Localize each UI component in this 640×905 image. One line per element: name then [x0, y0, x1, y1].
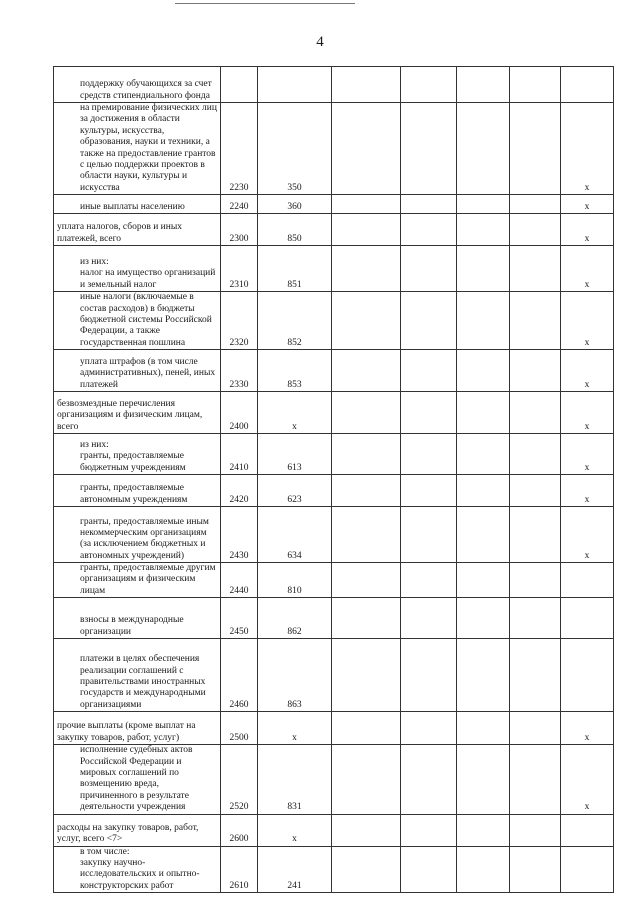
row-value-cell [332, 745, 401, 814]
table-row [54, 846, 614, 893]
row-value-cell [510, 745, 561, 814]
row-code-cell: 2450 [221, 598, 258, 639]
row-mark-cell: x [561, 195, 614, 214]
row-value-cell [457, 475, 510, 507]
row-code-cell: 2230 [221, 103, 258, 195]
row-value-cell [457, 598, 510, 639]
row-value-cell [332, 350, 401, 392]
row-value-cell [510, 507, 561, 563]
row-code-cell: 2410 [221, 434, 258, 475]
row-code-cell: 2500 [221, 712, 258, 745]
row-value-cell [510, 195, 561, 214]
row-value-cell [401, 350, 457, 392]
table-row [54, 103, 614, 195]
row-mark-cell: x [561, 292, 614, 350]
row-code-cell: 2440 [221, 563, 258, 598]
row-value-cell [401, 195, 457, 214]
row-code-cell: 2460 [221, 639, 258, 712]
table-row [54, 639, 614, 712]
row-value-cell [401, 507, 457, 563]
row-value-cell [332, 563, 401, 598]
row-mark-cell [561, 639, 614, 712]
row-value-cell [332, 67, 401, 103]
row-code-cell: 2330 [221, 350, 258, 392]
row-mark-cell: x [561, 103, 614, 195]
row-code-cell: 2420 [221, 475, 258, 507]
table-row [54, 598, 614, 639]
row-value-cell [401, 392, 457, 434]
row-value-cell [401, 434, 457, 475]
row-name-cell: иные налоги (включаемые в состав расходов) в бюджеты бюджетной системы Российской Федерации, а также государственная пошлина [54, 292, 221, 350]
row-kbk-cell: 831 [258, 745, 332, 814]
row-value-cell [510, 67, 561, 103]
row-value-cell [510, 639, 561, 712]
row-value-cell [401, 67, 457, 103]
row-value-cell [457, 350, 510, 392]
row-kbk-cell: 863 [258, 639, 332, 712]
row-name-cell: уплата налогов, сборов и иных платежей, всего [54, 214, 221, 246]
row-value-cell [457, 846, 510, 893]
table-row [54, 350, 614, 392]
row-mark-cell: x [561, 434, 614, 475]
row-value-cell [510, 846, 561, 893]
table-row [54, 246, 614, 292]
row-value-cell [457, 392, 510, 434]
row-kbk-cell: 360 [258, 195, 332, 214]
row-kbk-cell: 810 [258, 563, 332, 598]
row-value-cell [510, 814, 561, 846]
row-name-cell: на премирование физических лиц за достижения в области культуры, искусства, образования, науки и техники, а также на предоставление грантов с целью поддержки проектов в области науки, культуры и искусства [54, 103, 221, 195]
row-code-cell: 2520 [221, 745, 258, 814]
row-mark-cell: x [561, 350, 614, 392]
row-value-cell [401, 598, 457, 639]
row-name-cell: уплата штрафов (в том числе административных), пеней, иных платежей [54, 350, 221, 392]
row-value-cell [457, 639, 510, 712]
row-value-cell [510, 103, 561, 195]
row-value-cell [510, 392, 561, 434]
row-value-cell [332, 507, 401, 563]
row-mark-cell: x [561, 214, 614, 246]
row-name-cell: прочие выплаты (кроме выплат на закупку товаров, работ, услуг) [54, 712, 221, 745]
row-value-cell [457, 745, 510, 814]
row-name-cell: гранты, предоставляемые другим организациям и физическим лицам [54, 563, 221, 598]
row-kbk-cell: 241 [258, 846, 332, 893]
row-name-cell: взносы в международные организации [54, 598, 221, 639]
row-name-cell: гранты, предоставляемые автономным учреждениям [54, 475, 221, 507]
row-value-cell [510, 712, 561, 745]
row-value-cell [510, 350, 561, 392]
row-code-cell [221, 67, 258, 103]
row-value-cell [510, 214, 561, 246]
budget-table [53, 66, 614, 893]
row-mark-cell: x [561, 392, 614, 434]
row-kbk-cell: 634 [258, 507, 332, 563]
row-name-cell: гранты, предоставляемые иным некоммерческим организациям (за исключением бюджетных и автономных учреждений) [54, 507, 221, 563]
row-value-cell [401, 745, 457, 814]
row-mark-cell [561, 67, 614, 103]
row-value-cell [332, 246, 401, 292]
row-value-cell [401, 475, 457, 507]
row-value-cell [401, 246, 457, 292]
row-value-cell [401, 639, 457, 712]
row-code-cell: 2430 [221, 507, 258, 563]
row-value-cell [332, 214, 401, 246]
row-value-cell [457, 434, 510, 475]
row-value-cell [401, 563, 457, 598]
row-kbk-cell: 613 [258, 434, 332, 475]
row-value-cell [401, 292, 457, 350]
table-row [54, 507, 614, 563]
row-kbk-cell: 852 [258, 292, 332, 350]
table-row [54, 814, 614, 846]
table-row [54, 214, 614, 246]
row-code-cell: 2310 [221, 246, 258, 292]
row-value-cell [457, 195, 510, 214]
row-value-cell [457, 246, 510, 292]
row-value-cell [457, 563, 510, 598]
table-row [54, 195, 614, 214]
row-name-cell: в том числе: закупку научно-исследовательских и опытно-конструкторских работ [54, 846, 221, 893]
row-mark-cell: x [561, 246, 614, 292]
row-mark-cell: x [561, 745, 614, 814]
row-value-cell [332, 475, 401, 507]
row-value-cell [457, 507, 510, 563]
row-value-cell [332, 434, 401, 475]
row-value-cell [401, 103, 457, 195]
row-value-cell [510, 292, 561, 350]
row-value-cell [332, 712, 401, 745]
row-mark-cell: x [561, 712, 614, 745]
row-mark-cell [561, 598, 614, 639]
row-value-cell [332, 392, 401, 434]
row-value-cell [457, 67, 510, 103]
row-kbk-cell: x [258, 712, 332, 745]
table-row [54, 392, 614, 434]
row-code-cell: 2320 [221, 292, 258, 350]
row-name-cell: исполнение судебных актов Российской Федерации и мировых соглашений по возмещению вреда, причиненного в результате деятельности учреждения [54, 745, 221, 814]
row-value-cell [332, 846, 401, 893]
row-value-cell [457, 712, 510, 745]
row-value-cell [457, 214, 510, 246]
row-code-cell: 2610 [221, 846, 258, 893]
row-value-cell [401, 712, 457, 745]
row-name-cell: безвозмездные перечисления организациям и физическим лицам, всего [54, 392, 221, 434]
row-name-cell: расходы на закупку товаров, работ, услуг, всего <7> [54, 814, 221, 846]
row-kbk-cell: 853 [258, 350, 332, 392]
row-value-cell [510, 475, 561, 507]
row-value-cell [510, 434, 561, 475]
top-rule [175, 3, 355, 4]
row-value-cell [401, 214, 457, 246]
row-name-cell: поддержку обучающихся за счет средств стипендиального фонда [54, 67, 221, 103]
row-mark-cell [561, 814, 614, 846]
row-kbk-cell: 851 [258, 246, 332, 292]
row-name-cell: платежи в целях обеспечения реализации соглашений с правительствами иностранных государств и международными организациями [54, 639, 221, 712]
table-row [54, 292, 614, 350]
row-value-cell [510, 598, 561, 639]
row-value-cell [457, 814, 510, 846]
row-kbk-cell: 850 [258, 214, 332, 246]
table-row [54, 475, 614, 507]
row-value-cell [457, 103, 510, 195]
table-row [54, 434, 614, 475]
table-row [54, 563, 614, 598]
row-kbk-cell: 350 [258, 103, 332, 195]
row-value-cell [332, 292, 401, 350]
table-row [54, 745, 614, 814]
row-code-cell: 2400 [221, 392, 258, 434]
row-mark-cell: x [561, 475, 614, 507]
row-code-cell: 2240 [221, 195, 258, 214]
row-kbk-cell [258, 67, 332, 103]
table-row [54, 712, 614, 745]
row-kbk-cell: 623 [258, 475, 332, 507]
row-kbk-cell: 862 [258, 598, 332, 639]
row-value-cell [332, 103, 401, 195]
row-mark-cell [561, 846, 614, 893]
row-value-cell [457, 292, 510, 350]
row-kbk-cell: x [258, 814, 332, 846]
row-value-cell [510, 563, 561, 598]
row-name-cell: иные выплаты населению [54, 195, 221, 214]
row-value-cell [332, 814, 401, 846]
row-code-cell: 2600 [221, 814, 258, 846]
row-value-cell [401, 846, 457, 893]
row-name-cell: из них: налог на имущество организаций и земельный налог [54, 246, 221, 292]
row-value-cell [332, 639, 401, 712]
row-value-cell [510, 246, 561, 292]
row-code-cell: 2300 [221, 214, 258, 246]
table-row [54, 67, 614, 103]
page-number: 4 [316, 34, 324, 50]
row-mark-cell: x [561, 507, 614, 563]
row-kbk-cell: x [258, 392, 332, 434]
row-value-cell [332, 195, 401, 214]
row-name-cell: из них: гранты, предоставляемые бюджетным учреждениям [54, 434, 221, 475]
row-value-cell [332, 598, 401, 639]
row-value-cell [401, 814, 457, 846]
row-mark-cell [561, 563, 614, 598]
